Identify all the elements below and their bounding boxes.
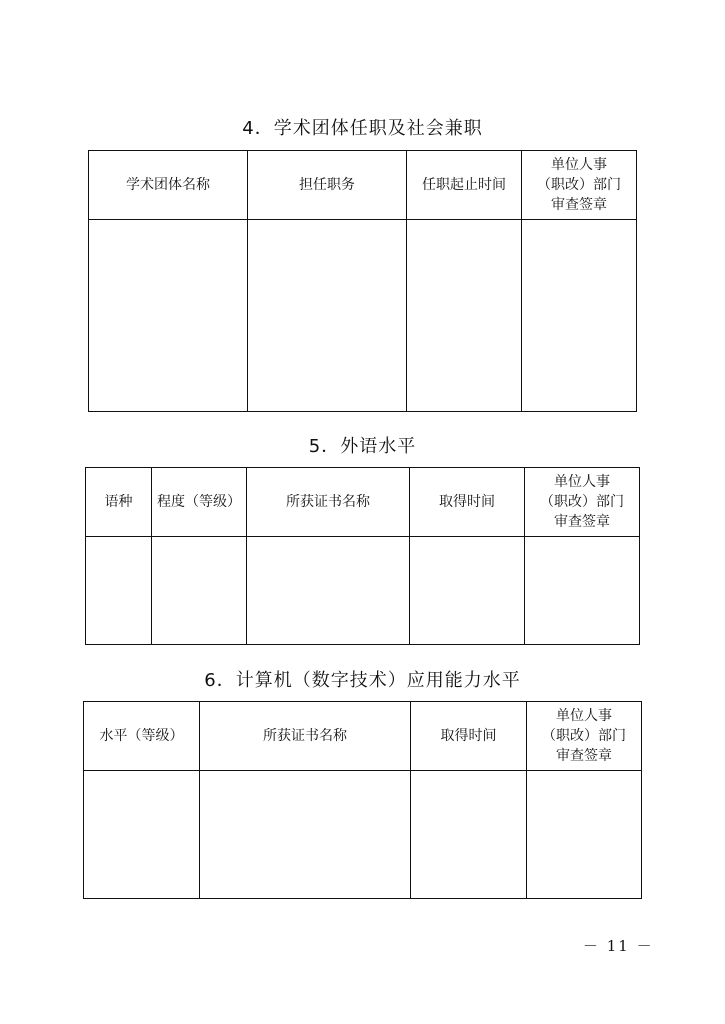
section-title-foreign-language: 5．外语水平 bbox=[308, 436, 417, 457]
blank-cell[interactable] bbox=[200, 771, 411, 899]
blank-cell[interactable] bbox=[527, 771, 642, 899]
header-cell-review-seal: 单位人事 （职改）部门 审查签章 bbox=[525, 468, 640, 537]
header-cell-level: 水平（等级） bbox=[84, 702, 200, 771]
table-row bbox=[86, 537, 640, 645]
header-cell-date-obtained: 取得时间 bbox=[411, 702, 527, 771]
blank-cell[interactable] bbox=[152, 537, 247, 645]
table-header-row bbox=[86, 468, 640, 537]
blank-cell[interactable] bbox=[411, 771, 527, 899]
header-cell-position: 担任职务 bbox=[248, 151, 407, 220]
blank-cell[interactable] bbox=[247, 537, 410, 645]
computer-skills-table bbox=[83, 701, 642, 899]
header-cell-review-seal: 单位人事 （职改）部门 审查签章 bbox=[527, 702, 642, 771]
header-cell-certificate-name: 所获证书名称 bbox=[200, 702, 411, 771]
header-cell-language: 语种 bbox=[86, 468, 152, 537]
blank-cell[interactable] bbox=[86, 537, 152, 645]
blank-cell[interactable] bbox=[407, 220, 522, 412]
header-cell-org-name: 学术团体名称 bbox=[89, 151, 248, 220]
header-cell-date-obtained: 取得时间 bbox=[410, 468, 525, 537]
table-row bbox=[84, 771, 642, 899]
academic-posts-table bbox=[88, 150, 637, 412]
blank-cell[interactable] bbox=[89, 220, 248, 412]
section-title-computer-skills: 6．计算机（数字技术）应用能力水平 bbox=[204, 670, 521, 691]
section-title-academic-posts: 4．学术团体任职及社会兼职 bbox=[242, 118, 483, 139]
blank-cell[interactable] bbox=[522, 220, 637, 412]
header-cell-level: 程度（等级） bbox=[152, 468, 247, 537]
blank-cell[interactable] bbox=[84, 771, 200, 899]
foreign-language-table bbox=[85, 467, 640, 645]
blank-cell[interactable] bbox=[525, 537, 640, 645]
page-number: － 11 － bbox=[583, 937, 654, 955]
header-cell-term: 任职起止时间 bbox=[407, 151, 522, 220]
header-cell-review-seal: 单位人事 （职改）部门 审查签章 bbox=[522, 151, 637, 220]
table-row bbox=[89, 220, 637, 412]
header-cell-certificate-name: 所获证书名称 bbox=[247, 468, 410, 537]
blank-cell[interactable] bbox=[248, 220, 407, 412]
table-header-row bbox=[84, 702, 642, 771]
blank-cell[interactable] bbox=[410, 537, 525, 645]
table-header-row bbox=[89, 151, 637, 220]
